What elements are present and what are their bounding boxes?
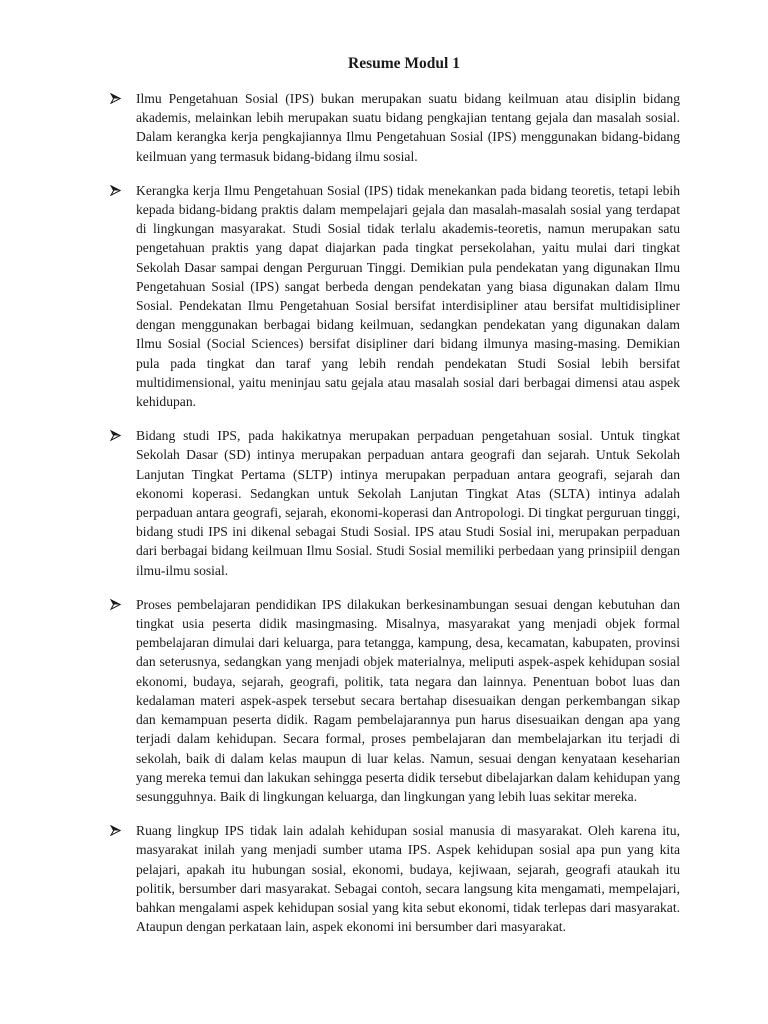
document-title: Resume Modul 1 [348,55,460,72]
paragraph-text: Bidang studi IPS, pada hakikatnya merupakan perpaduan pengetahuan sosial. Untuk tingkat Sekolah Dasar (SD) intinya merupakan perpaduan antara geografi dan sejarah. Untuk Sekolah Lanjutan Tingkat Pertama (SLTP) intinya merupakan perpaduan antara geografi, sejarah dan ekonomi koperasi. Sedangkan untuk Sekolah Lanjutan Tingkat Atas (SLTA) intinya adalah perpaduan antara geografi, sejarah, ekonomi-koperasi dan Antropologi. Di tingkat perguruan tinggi, bidang studi IPS ini dikenal sebagai Studi Sosial. IPS atau Studi Sosial ini, merupakan perpaduan dari berbagai bidang keilmuan Ilmu Sosial. Studi Sosial memiliki perbedaan yang prinsipiil dengan ilmu-ilmu sosial. [136,428,680,578]
paragraph-text: Proses pembelajaran pendidikan IPS dilakukan berkesinambungan sesuai dengan kebutuhan dan tingkat usia peserta didik masingmasing. Misalnya, masyarakat yang menjadi objek formal pembelajaran dimulai dari keluarga, para tetangga, kampung, desa, kecamatan, kabupaten, provinsi dan seterusnya, sedangkan yang menjadi objek materialnya, meliputi aspek-aspek kehidupan sosial ekonomi, budaya, sejarah, geografi, politik, tata negara dan lainnya. Penentuan bobot luas dan kedalaman materi aspek-aspek tersebut secara bertahap disesuaikan dengan perkembangan sikap dan kemampuan peserta didik. Ragam pembelajarannya pun harus disesuaikan dengan apa yang terjadi dalam kehidupan. Secara formal, proses pembelajaran dan membelajarkan itu terjadi di sekolah, baik di dalam kelas maupun di luar kelas. Namun, sesuai dengan kenyataan keseharian yang mereka temui dan lakukan sehingga peserta didik tersebut dibelajarkan dalam kehidupan yang sesungguhnya. Baik di lingkungan keluarga, dan lingkungan yang lebih luas sekitar mereka. [136,596,680,804]
paragraph-text: Kerangka kerja Ilmu Pengetahuan Sosial (IPS) tidak menekankan pada bidang teoretis, tetapi lebih kepada bidang-bidang praktis dalam mempelajari gejala dan masalah-masalah sosial yang terdapat di lingkungan masyarakat. Studi Sosial tidak terlalu akademis-teoretis, namun merupakan satu pengetahuan praktis yang dapat diajarkan pada tingkat persekolahan, yaitu mulai dari tingkat Sekolah Dasar sampai dengan Perguruan Tinggi. Demikian pula pendekatan yang digunakan Ilmu Pengetahuan Sosial (IPS) sangat berbeda dengan pendekatan yang biasa digunakan dalam Ilmu Sosial. Pendekatan Ilmu Pengetahuan Sosial bersifat interdisipliner atau bersifat multidisipliner dengan menggunakan berbagai bidang keilmuan, sedangkan pendekatan yang digunakan dalam Ilmu Sosial (Social Sciences) bersifat disipliner dari bidang ilmunya masing-masing. Demikian pula pada tingkat dan taraf yang lebih rendah pendekatan Studi Sosial lebih bersifat multidimensional, yaitu meninjau satu gejala atau masalah sosial dari berbagai dimensi atau aspek kehidupan. [136,182,680,410]
list-item [108,426,680,580]
arrowhead-bullet-icon [108,181,122,200]
bullet-list [108,89,680,936]
list-item [108,595,680,806]
list-item [108,89,680,166]
list-item [108,181,680,411]
arrowhead-bullet-icon [108,821,122,840]
arrowhead-bullet-icon [108,426,122,445]
paragraph-text: Ruang lingkup IPS tidak lain adalah kehidupan sosial manusia di masyarakat. Oleh karena itu, masyarakat inilah yang menjadi sumber utama IPS. Aspek kehidupan sosial apa pun yang kita pelajari, apakah itu hubungan sosial, ekonomi, budaya, kejiwaan, sejarah, geografi ataukah itu politik, bersumber dari masyarakat. Sebagai contoh, secara langsung kita mengamati, mempelajari, bahkan mengalami aspek kehidupan sosial yang kita sebut ekonomi, tidak terlepas dari masyarakat. Ataupun dengan perkataan lain, aspek ekonomi ini bersumber dari masyarakat. [136,823,680,935]
paragraph-text: Ilmu Pengetahuan Sosial (IPS) bukan merupakan suatu bidang keilmuan atau disiplin bidang akademis, melainkan lebih merupakan suatu bidang pengkajian tentang gejala dan masalah sosial. Dalam kerangka kerja pengkajiannya Ilmu Pengetahuan Sosial (IPS) menggunakan bidang-bidang keilmuan yang termasuk bidang-bidang ilmu sosial. [136,91,680,164]
list-item [108,821,680,936]
arrowhead-bullet-icon [108,89,122,108]
arrowhead-bullet-icon [108,595,122,614]
